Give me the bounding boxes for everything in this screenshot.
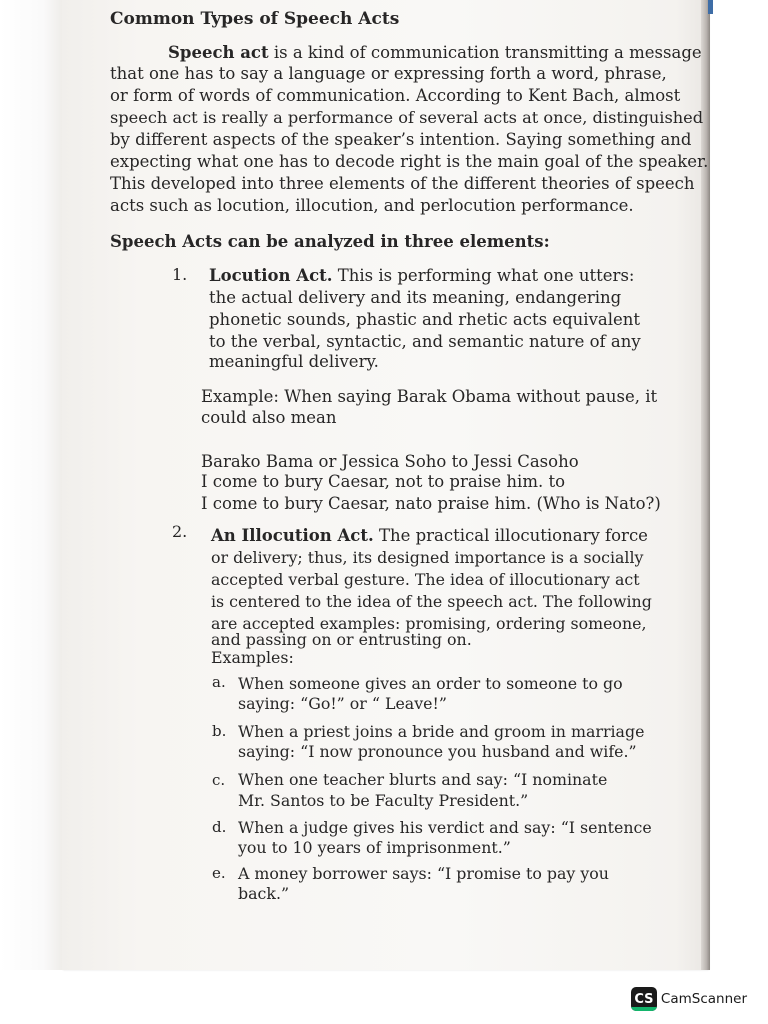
camscanner-logo-icon: CS <box>631 987 657 1011</box>
camscanner-label: CamScanner <box>660 991 747 1007</box>
intro-line-8: acts such as locution, illocution, and perlocution performance. <box>110 196 634 215</box>
camscanner-watermark <box>631 986 747 1012</box>
intro-line-5: by different aspects of the speaker’s intention. Saying something and <box>110 130 692 149</box>
item2-line-5: are accepted examples: promising, ordering someone, <box>211 614 647 633</box>
example-a-line-1: When someone gives an order to someone to go <box>238 674 623 693</box>
list-number-1: 1. <box>172 265 188 284</box>
item2-line-1: An Illocution Act. The practical illocutionary force <box>211 526 648 545</box>
example-b-line-1: When a priest joins a bride and groom in marriage <box>238 722 645 741</box>
item2-title: An Illocution Act. <box>211 526 374 545</box>
item1-line-5: meaningful delivery. <box>209 352 379 371</box>
item1-line-1: Locution Act. This is performing what one utters: <box>209 266 635 285</box>
example-letter-a: a. <box>212 673 226 691</box>
list-number-2: 2. <box>172 522 188 541</box>
subheading: Speech Acts can be analyzed in three elements: <box>110 232 550 251</box>
lead-term: Speech act <box>168 43 269 62</box>
item1-line-2: the actual delivery and its meaning, endangering <box>209 288 622 307</box>
example-letter-b: b. <box>212 722 227 740</box>
example-d-line-1: When a judge gives his verdict and say: “I sentence <box>238 818 652 837</box>
example-c-line-1: When one teacher blurts and say: “I nominate <box>238 770 608 789</box>
item1-example-line-2: could also mean <box>201 408 337 427</box>
intro-line-6: expecting what one has to decode right is the main goal of the speaker. <box>110 152 709 171</box>
example-a-line-2: saying: “Go!” or “ Leave!” <box>238 694 447 713</box>
item1-sample-line-2: I come to bury Caesar, not to praise him. to <box>201 472 566 491</box>
example-e-line-1: A money borrower says: “I promise to pay you <box>238 864 609 883</box>
intro-line-7: This developed into three elements of the different theories of speech <box>110 174 695 193</box>
item1-sample-line-3: I come to bury Caesar, nato praise him. (Who is Nato?) <box>201 494 661 513</box>
example-letter-d: d. <box>212 818 227 836</box>
item1-sample-line-1: Barako Bama or Jessica Soho to Jessi Casoho <box>201 452 579 471</box>
item2-line-6: and passing on or entrusting on. <box>211 630 472 649</box>
intro-line-2: that one has to say a language or expressing forth a word, phrase, <box>110 64 667 83</box>
item2-line-7: Examples: <box>211 648 294 667</box>
intro-line-1: Speech act is a kind of communication transmitting a message <box>168 43 702 62</box>
intro-line-4: speech act is really a performance of several acts at once, distinguished <box>110 108 704 127</box>
example-letter-e: e. <box>212 864 226 882</box>
example-d-line-2: you to 10 years of imprisonment.” <box>238 838 511 857</box>
example-c-line-2: Mr. Santos to be Faculty President.” <box>238 791 529 810</box>
item2-line-2: or delivery; thus, its designed importance is a socially <box>211 548 644 567</box>
item1-line-4: to the verbal, syntactic, and semantic nature of any <box>209 332 641 351</box>
item2-line-3: accepted verbal gesture. The idea of illocutionary act <box>211 570 640 589</box>
item1-line-3: phonetic sounds, phastic and rhetic acts equivalent <box>209 310 641 329</box>
example-b-line-2: saying: “I now pronounce you husband and wife.” <box>238 742 637 761</box>
example-e-line-2: back.” <box>238 884 290 903</box>
intro-line-3: or form of words of communication. According to Kent Bach, almost <box>110 86 681 105</box>
example-letter-c: c. <box>212 771 226 789</box>
section-heading: Common Types of Speech Acts <box>110 9 400 29</box>
item1-example-line-1: Example: When saying Barak Obama without pause, it <box>201 387 658 406</box>
item1-title: Locution Act. <box>209 266 333 285</box>
item2-line-4: is centered to the idea of the speech act. The following <box>211 592 652 611</box>
